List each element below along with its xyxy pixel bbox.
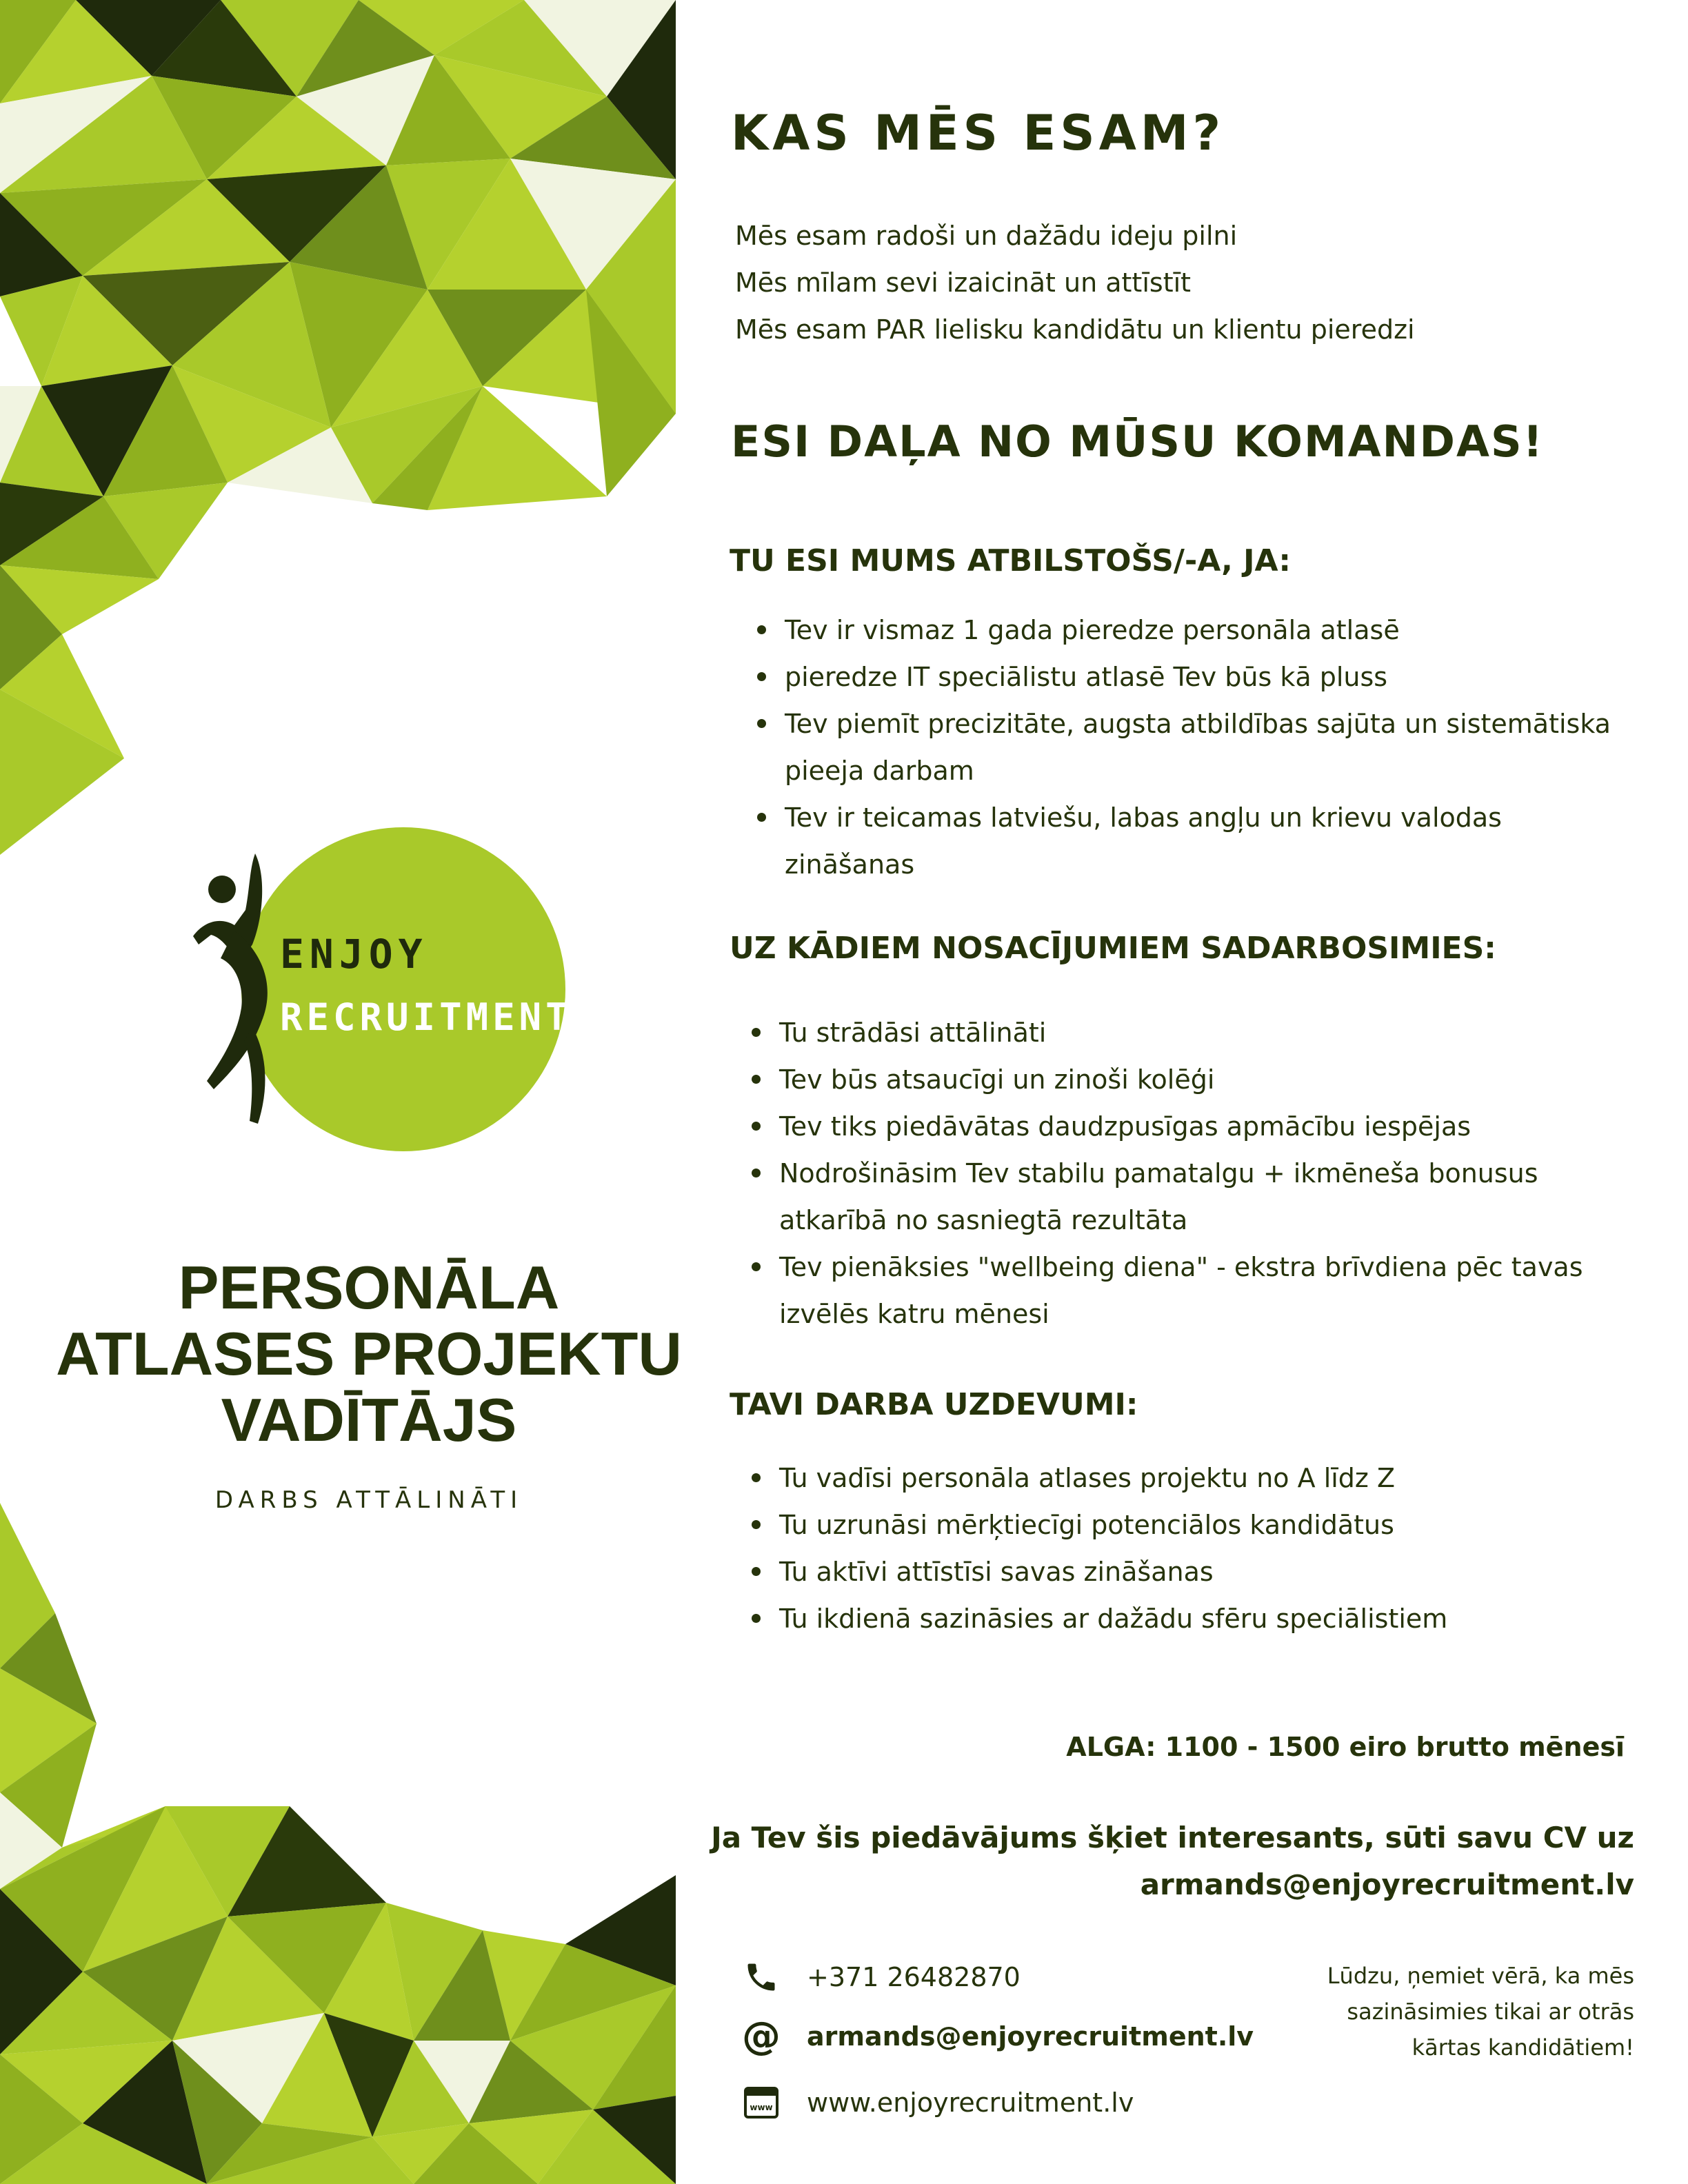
list-item: Tev tiks piedāvātas daudzpusīgas apmācību iespējas <box>741 1103 1623 1150</box>
list-item: pieredze IT speciālistu atlasē Tev būs kā pluss <box>746 654 1629 700</box>
contact-phone[interactable] <box>742 1957 1021 1998</box>
note-text <box>1220 1958 1634 2065</box>
email-address: armands@enjoyrecruitment.lv <box>807 2021 1254 2052</box>
logo-figure-icon <box>186 848 303 1138</box>
company-logo <box>186 820 572 1165</box>
about-line: Mēs mīlam sevi izaicināt un attīstīt <box>735 267 1192 298</box>
phone-icon <box>742 1958 781 1996</box>
geometric-pattern-top <box>0 0 676 869</box>
conditions-heading: UZ KĀDIEM NOSACĪJUMIEM SADARBOSIMIES: <box>730 931 1496 966</box>
job-title-line: VADĪTĀJS <box>221 1386 517 1454</box>
list-item: Nodrošināsim Tev stabilu pamatalgu + ikmēneša bonusus atkarībā no sasniegtā rezultāta <box>741 1150 1623 1244</box>
contact-email[interactable] <box>742 2016 1254 2057</box>
salary-text: ALGA: 1100 - 1500 eiro brutto mēnesī <box>1066 1732 1625 1762</box>
website-url: www.enjoyrecruitment.lv <box>807 2087 1134 2118</box>
list-item: Tev ir teicamas latviešu, labas angļu un krievu valodas zināšanas <box>746 794 1629 888</box>
requirements-heading: TU ESI MUMS ATBILSTOŠS/-A, JA: <box>730 543 1291 578</box>
requirements-list <box>746 607 1629 888</box>
list-item: Tev būs atsaucīgi un zinoši kolēģi <box>741 1056 1623 1103</box>
list-item: Tu strādāsi attālināti <box>741 1009 1623 1056</box>
job-title-line: ATLASES PROJEKTU <box>56 1320 682 1388</box>
list-item: Tev pienāksies "wellbeing diena" - ekstra brīvdiena pēc tavas izvēlēs katru mēnesi <box>741 1244 1623 1337</box>
about-line: Mēs esam PAR lielisku kandidātu un klientu pieredzi <box>735 314 1415 345</box>
svg-text:www: www <box>750 2103 773 2112</box>
list-item: Tev piemīt precizitāte, augsta atbildības sajūta un sistemātiska pieeja darbam <box>746 700 1629 794</box>
logo-word-recruitment: RECRUITMENT <box>280 995 572 1039</box>
note-line: kārtas kandidātiem! <box>1411 2034 1634 2061</box>
about-list <box>735 212 1415 353</box>
list-item: Tu aktīvi attīstīsi savas zināšanas <box>741 1548 1623 1595</box>
job-title <box>41 1255 696 1453</box>
cta-email[interactable]: armands@enjoyrecruitment.lv <box>1140 1868 1634 1901</box>
cta-line: Ja Tev šis piedāvājums šķiet interesants, sūti savu CV uz <box>711 1821 1634 1854</box>
list-item: Tu uzrunāsi mērķtiecīgi potenciālos kandidātus <box>741 1502 1623 1548</box>
job-title-line: PERSONĀLA <box>178 1253 560 1322</box>
job-subtitle: DARBS ATTĀLINĀTI <box>214 1486 523 1514</box>
tasks-heading: TAVI DARBA UZDEVUMI: <box>730 1387 1138 1422</box>
conditions-list <box>741 1009 1623 1337</box>
list-item: Tu vadīsi personāla atlases projektu no A līdz Z <box>741 1455 1623 1502</box>
note-line: sazināsimies tikai ar otrās <box>1347 1999 1634 2025</box>
list-item: Tu ikdienā sazināsies ar dažādu sfēru speciālistiem <box>741 1595 1623 1642</box>
note-line: Lūdzu, ņemiet vērā, ka mēs <box>1327 1963 1634 1989</box>
contact-web[interactable] <box>742 2082 1134 2123</box>
browser-window-icon <box>742 2083 781 2122</box>
geometric-pattern-bottom <box>0 1503 676 2184</box>
tasks-list <box>741 1455 1623 1642</box>
cta-text <box>710 1814 1634 1908</box>
join-heading: ESI DAĻA NO MŪSU KOMANDAS! <box>731 416 1544 467</box>
list-item: Tev ir vismaz 1 gada pieredze personāla atlasē <box>746 607 1629 654</box>
logo-word-enjoy: ENJOY <box>280 931 428 978</box>
about-line: Mēs esam radoši un dažādu ideju pilni <box>735 221 1238 251</box>
about-heading: KAS MĒS ESAM? <box>731 105 1225 161</box>
phone-number: +371 26482870 <box>807 1962 1021 1992</box>
at-sign-icon: @ <box>742 2014 781 2059</box>
